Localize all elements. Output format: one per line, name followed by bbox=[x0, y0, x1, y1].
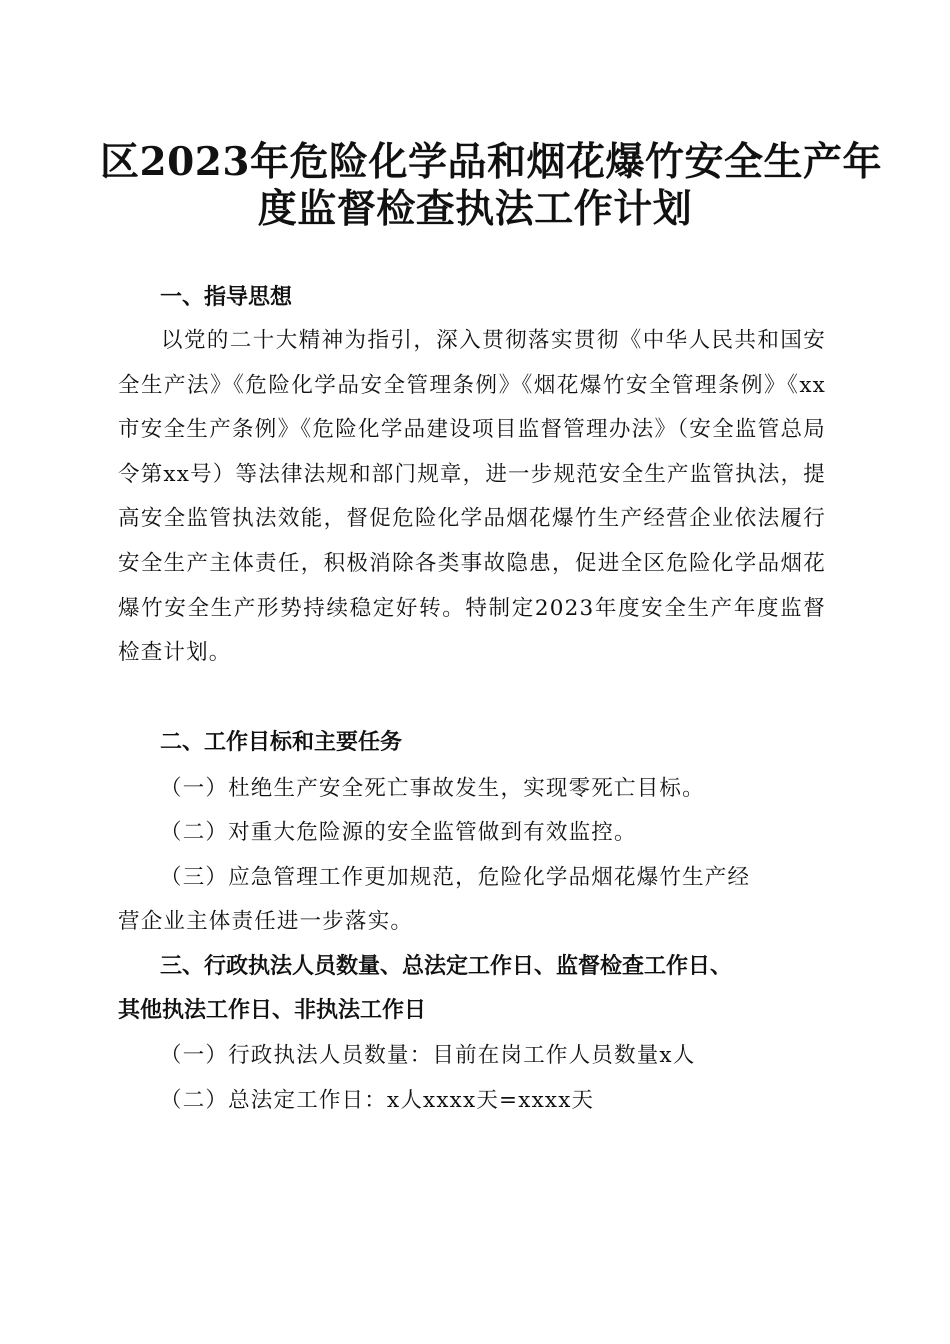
section-3-item-1: （一）行政执法人员数量：目前在岗工作人员数量x人 bbox=[160, 1043, 696, 1068]
section-2-item-2: （二）对重大危险源的安全监管做到有效监控。 bbox=[160, 820, 637, 845]
document-title-line-1: 区2023年危险化学品和烟花爆竹安全生产年 bbox=[100, 139, 883, 185]
section-1-heading: 一、指导思想 bbox=[160, 285, 293, 310]
document-title-line-2: 度监督检查执法工作计划 bbox=[257, 186, 693, 232]
section-2-item-1: （一）杜绝生产安全死亡事故发生，实现零死亡目标。 bbox=[160, 776, 705, 801]
section-3-heading-line-1: 三、行政执法人员数量、总法定工作日、监督检查工作日、 bbox=[160, 954, 733, 979]
section-3-heading-line-2: 其他执法工作日、非执法工作日 bbox=[118, 998, 427, 1023]
section-2-item-3-line-2: 营企业主体责任进一步落实。 bbox=[118, 909, 414, 934]
section-1-paragraph: 以党的二十大精神为指引，深入贯彻落实贯彻《中华人民共和国安全生产法》《危险化学品安全管理条例》《烟花爆竹安全管理条例》《xx市安全生产条例》《危险化学品建设项目监督管理办法》（安全监管总局令第xx号）等法律法规和部门规章，进一步规范安全生产监管执法，提高安全监管执法效能，督促危险化学品烟花爆竹生产经营企业依法履行安全生产主体责任，积极消除各类事故隐患，促进全区危险化学品烟花爆竹安全生产形势持续稳定好转。特制定2023年度安全生产年度监督检查计划。 bbox=[118, 328, 826, 666]
section-3-item-2: （二）总法定工作日：x人xxxx天=xxxx天 bbox=[160, 1088, 595, 1113]
section-2-item-3-line-1: （三）应急管理工作更加规范，危险化学品烟花爆竹生产经 bbox=[160, 865, 751, 890]
section-2-heading: 二、工作目标和主要任务 bbox=[160, 730, 403, 755]
